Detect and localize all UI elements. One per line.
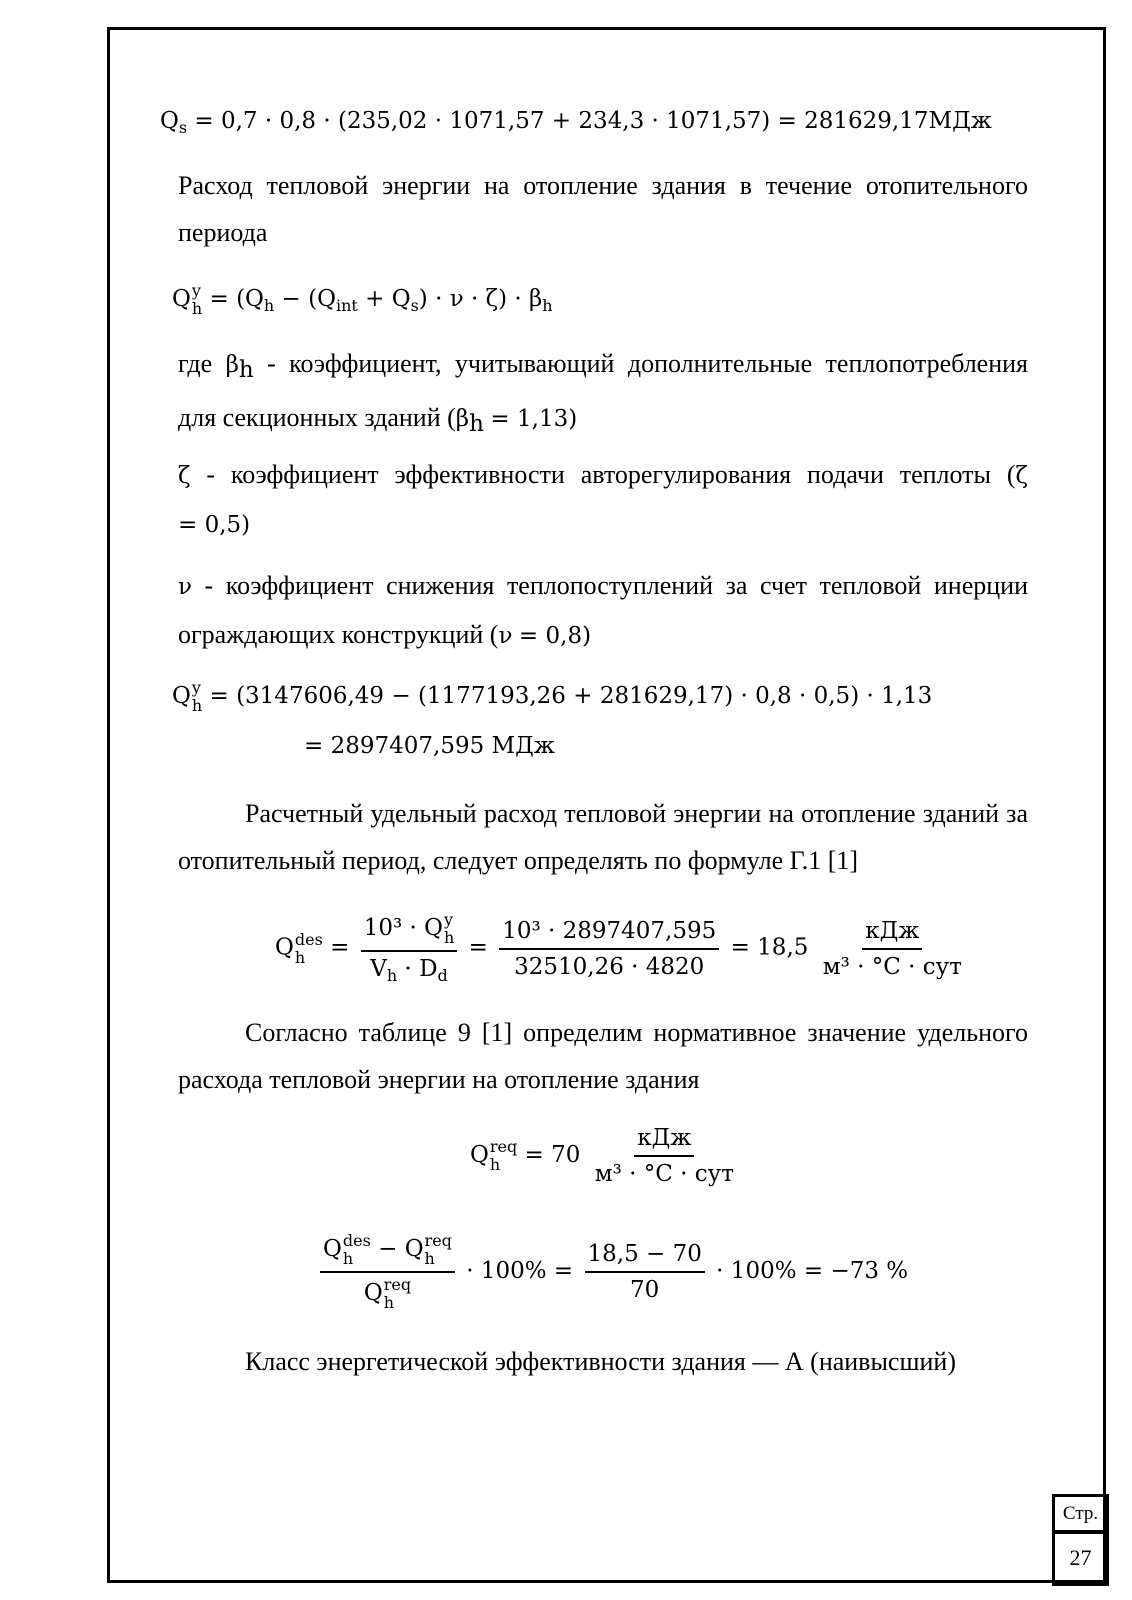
deviation-fraction-numeric: $\frac{18,5 - 70}{70}$ [585,1241,705,1303]
qhy-calculation-line1: Q y h = (3147606,49 − (1177193,26 + 281629,17) · 0,8 · 0,5) · 1,13 [172,678,933,715]
energy-class-text: Класс энергетической эффективности здания — А (наивысший) [245,1347,956,1376]
qdes-unit: $\frac{\text{кДж}}{\text{м³ · °C · сут}}$ [822,917,962,980]
page-number: 27 [1052,1530,1109,1586]
qs-formula: $Q_s = 0,7 \cdot 0,8 \cdot (235,02 \cdot 1071,57 + 234,3 \cdot 1071,57) = 281629,17МДж$ [160,108,992,137]
normative-text: Согласно таблице 9 [1] определим нормативное значение удельного расхода тепловой энергии на отопление здания [178,1018,1028,1094]
nu-definition: ν - коэффициент снижения теплопоступлений за счет тепловой инерции ограждающих конструкций (ν = 0,8) [178,571,1028,649]
qdes-fraction-symbolic: 10³ · Q y h $V_h \cdot D_d$ [361,912,458,985]
qreq-formula: Q req h = 70 $\frac{\text{кДж}}{\text{м³ · °C · сут}}$ [470,1125,741,1187]
qhy-calculation-line2: = 2897407,595 МДж [304,733,555,759]
qdes-formula: Q des h = 10³ · Q y h $V_h \cdot D_d$ = $\frac{\text{10³ · 2897407,595}}{32510,26 \cdot 4820}$ = 18,5 $\frac{\text{кДж}}{\text{м³ · °C · сут}}$ [275,912,969,985]
qreq-unit: $\frac{\text{кДж}}{\text{м³ · °C · сут}}$ [594,1125,734,1187]
qdes-fraction-numeric: $\frac{\text{10³ · 2897407,595}}{32510,26 \cdot 4820}$ [499,918,719,980]
page-label: Стр. [1052,1494,1109,1534]
beta-definition: где $\beta_h$ - коэффициент, учитывающий дополнительные теплопотребления для секционных зданий $(\beta_h = 1,13)$ [178,349,1029,437]
heat-consumption-text: Расход тепловой энергии на отопление здания в течение отопительного периода [178,171,1028,247]
deviation-formula: Q des h − Q req h Q req h · 100% = $\frac{18,5 - 70}{70}$ · 100% = −73 % [316,1233,908,1311]
zeta-definition: ζ - коэффициент эффективности авторегулирования подачи теплоты (ζ = 0,5) [178,460,1029,538]
qhy-definition-formula: Q y h = $(Q_h - (Q_{int} + Q_s) \cdot \nu \cdot \zeta) \cdot \beta_h$ [172,281,553,318]
deviation-fraction-symbolic: Q des h − Q req h Q req h [320,1233,455,1311]
specific-consumption-text: Расчетный удельный расход тепловой энергии на отопление зданий за отопительный период, следует определять по формуле Г.1 [1] [178,799,1028,875]
